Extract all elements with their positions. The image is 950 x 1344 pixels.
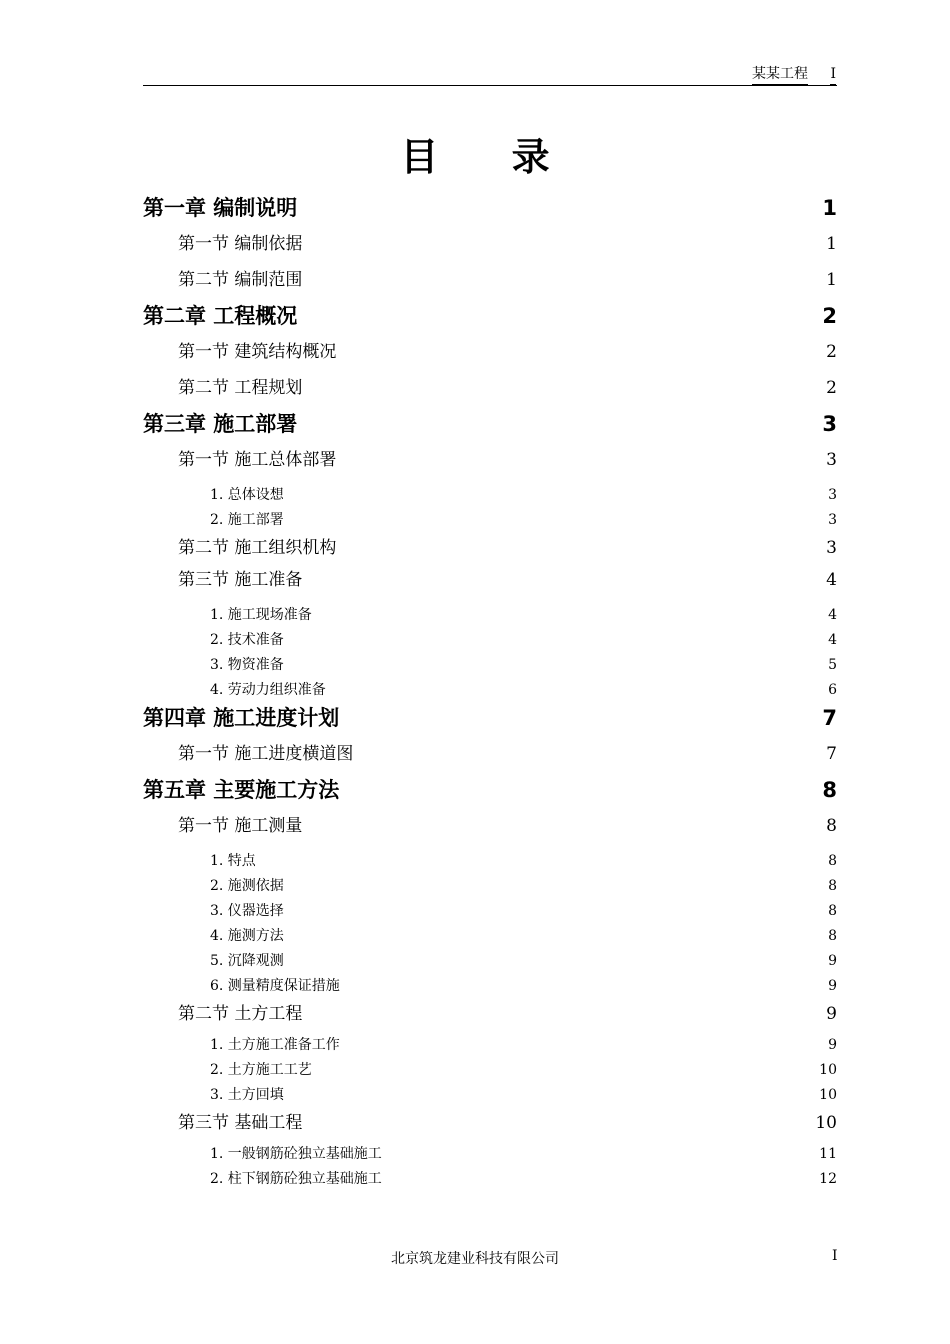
toc-entry-level-2[interactable] (143, 533, 837, 565)
toc-entry-page: 2 (826, 373, 837, 403)
toc-entry-title: 2. 柱下钢筋砼独立基础施工 (210, 1167, 382, 1191)
toc-entry-title: 第二节 土方工程 (178, 999, 302, 1029)
toc-entry-level-3[interactable] (143, 874, 837, 899)
toc-entry-level-2[interactable] (143, 337, 837, 373)
toc-entry-level-1[interactable] (143, 301, 837, 337)
toc-entry-level-3[interactable] (143, 1142, 837, 1167)
toc-entry-page: 6 (828, 678, 837, 702)
toc-entry-level-3[interactable] (143, 508, 837, 533)
toc-entry-level-1[interactable] (143, 703, 837, 739)
toc-entry-page: 8 (828, 874, 837, 898)
toc-entry-level-3[interactable] (143, 974, 837, 999)
toc-entry-page: 3 (822, 409, 837, 439)
toc-entry-title: 第一节 编制依据 (178, 229, 302, 259)
toc-entry-level-3[interactable] (143, 1167, 837, 1192)
toc-entry-level-1[interactable] (143, 409, 837, 445)
toc-entry-title: 第二节 编制范围 (178, 265, 302, 295)
toc-entry-level-2[interactable] (143, 373, 837, 409)
toc-entry-page: 8 (828, 899, 837, 923)
toc-entry-page: 2 (826, 337, 837, 367)
toc-entry-title: 3. 物资准备 (210, 653, 284, 677)
toc-entry-page: 8 (822, 775, 837, 805)
toc-entry-title: 第一章 编制说明 (143, 193, 297, 223)
toc-entry-title: 第三节 施工准备 (178, 565, 302, 595)
toc-entry-page: 9 (828, 1033, 837, 1057)
toc-entry-page: 10 (819, 1083, 837, 1107)
toc-entry-title: 第三章 施工部署 (143, 409, 297, 439)
toc-entry-title: 4. 施测方法 (210, 924, 284, 948)
toc-title: 目 录 (400, 135, 580, 179)
toc-entry-level-2[interactable] (143, 565, 837, 601)
page-header (143, 66, 837, 86)
toc-entry-title: 第五章 主要施工方法 (143, 775, 339, 805)
toc-entry-page: 7 (822, 703, 837, 733)
toc-entry-level-3[interactable] (143, 924, 837, 949)
toc-entry-page: 7 (826, 739, 837, 769)
header-title: 某某工程 (752, 66, 808, 85)
toc-entry-title: 第一节 建筑结构概况 (178, 337, 336, 367)
footer-company: 北京筑龙建业科技有限公司 (391, 1251, 559, 1267)
header-page-number: I (830, 66, 836, 85)
toc-entry-level-3[interactable] (143, 483, 837, 508)
toc-entry-title: 第二节 施工组织机构 (178, 533, 336, 563)
toc-entry-title: 第二节 工程规划 (178, 373, 302, 403)
toc-entry-page: 4 (828, 603, 837, 627)
toc-entry-level-3[interactable] (143, 1083, 837, 1108)
toc-entry-page: 8 (828, 849, 837, 873)
toc-entry-level-3[interactable] (143, 849, 837, 874)
toc-entry-page: 1 (826, 229, 837, 259)
toc-entry-title: 1. 施工现场准备 (210, 603, 312, 627)
toc-entry-page: 9 (828, 949, 837, 973)
toc-entry-title: 第一节 施工总体部署 (178, 445, 336, 475)
toc-entry-page: 12 (819, 1167, 837, 1191)
toc-entry-title: 第三节 基础工程 (178, 1108, 302, 1138)
toc-entry-title: 2. 技术准备 (210, 628, 284, 652)
toc-entry-title: 第一节 施工进度横道图 (178, 739, 353, 769)
toc-entry-page: 1 (822, 193, 837, 223)
toc-entry-level-2[interactable] (143, 445, 837, 481)
toc-entry-page: 4 (828, 628, 837, 652)
toc-entry-title: 1. 一般钢筋砼独立基础施工 (210, 1142, 382, 1166)
toc-entry-page: 3 (828, 508, 837, 532)
toc-entry-level-2[interactable] (143, 739, 837, 775)
toc-entry-level-3[interactable] (143, 1033, 837, 1058)
toc-entry-page: 10 (815, 1108, 837, 1138)
toc-entry-title: 第一节 施工测量 (178, 811, 302, 841)
toc-entry-level-3[interactable] (143, 1058, 837, 1083)
toc-entry-level-2[interactable] (143, 999, 837, 1031)
toc-entry-page: 9 (828, 974, 837, 998)
toc-entry-level-3[interactable] (143, 949, 837, 974)
toc-entry-page: 3 (828, 483, 837, 507)
toc-entry-page: 8 (826, 811, 837, 841)
toc-entry-title: 2. 施测依据 (210, 874, 284, 898)
toc-entry-level-3[interactable] (143, 899, 837, 924)
toc-entry-level-2[interactable] (143, 1108, 837, 1140)
toc-entry-page: 2 (822, 301, 837, 331)
toc-entry-level-2[interactable] (143, 811, 837, 847)
toc-entry-page: 1 (826, 265, 837, 295)
toc-entry-title: 6. 测量精度保证措施 (210, 974, 340, 998)
toc-entry-level-3[interactable] (143, 678, 837, 703)
toc-entry-title: 1. 特点 (210, 849, 256, 873)
toc-entry-title: 5. 沉降观测 (210, 949, 284, 973)
table-of-contents (143, 193, 837, 1192)
toc-entry-title: 2. 土方施工工艺 (210, 1058, 312, 1082)
toc-entry-level-3[interactable] (143, 653, 837, 678)
toc-entry-level-1[interactable] (143, 193, 837, 229)
toc-entry-level-2[interactable] (143, 229, 837, 265)
toc-entry-title: 1. 总体设想 (210, 483, 284, 507)
toc-entry-title: 4. 劳动力组织准备 (210, 678, 326, 702)
toc-entry-level-2[interactable] (143, 265, 837, 301)
footer-page-number: I (832, 1248, 838, 1264)
toc-entry-level-3[interactable] (143, 603, 837, 628)
toc-entry-title: 3. 仪器选择 (210, 899, 284, 923)
toc-entry-page: 3 (826, 533, 837, 563)
toc-entry-title: 第二章 工程概况 (143, 301, 297, 331)
toc-entry-page: 5 (828, 653, 837, 677)
toc-entry-title: 第四章 施工进度计划 (143, 703, 339, 733)
toc-entry-page: 11 (819, 1142, 837, 1166)
toc-entry-page: 3 (826, 445, 837, 475)
toc-entry-title: 1. 土方施工准备工作 (210, 1033, 340, 1057)
toc-entry-page: 4 (826, 565, 837, 595)
toc-entry-title: 3. 土方回填 (210, 1083, 284, 1107)
toc-entry-page: 8 (828, 924, 837, 948)
toc-entry-page: 10 (819, 1058, 837, 1082)
toc-entry-title: 2. 施工部署 (210, 508, 284, 532)
toc-entry-level-3[interactable] (143, 628, 837, 653)
toc-entry-page: 9 (826, 999, 837, 1029)
toc-entry-level-1[interactable] (143, 775, 837, 811)
